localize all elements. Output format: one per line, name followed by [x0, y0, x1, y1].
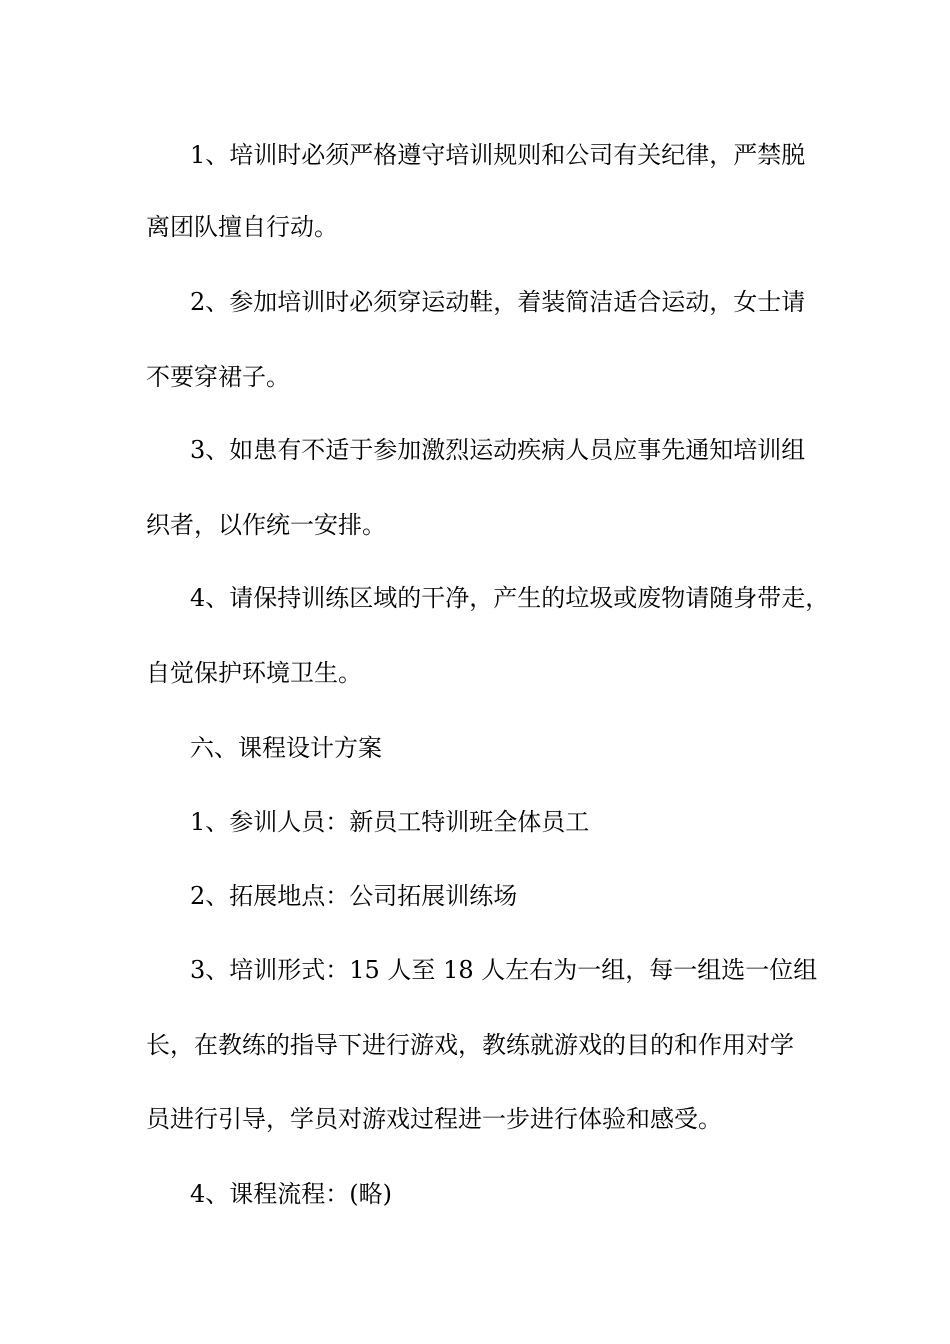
paragraph-3-line-2: 织者，以作统一安排。	[146, 511, 386, 539]
section-heading: 六、课程设计方案	[190, 734, 382, 762]
item-location: 2、拓展地点：公司拓展训练场	[190, 882, 518, 910]
item-format-line-3: 员进行引导，学员对游戏过程进一步进行体验和感受。	[146, 1105, 722, 1133]
item-course-flow: 4、课程流程：(略)	[190, 1180, 392, 1208]
paragraph-4-line-2: 自觉保护环境卫生。	[146, 659, 362, 687]
paragraph-3-line-1: 3、如患有不适于参加激烈运动疾病人员应事先通知培训组	[190, 436, 806, 464]
paragraph-1-line-1: 1、培训时必须严格遵守培训规则和公司有关纪律，严禁脱	[190, 141, 806, 169]
paragraph-2-line-2: 不要穿裙子。	[146, 363, 290, 391]
paragraph-1-line-2: 离团队擅自行动。	[146, 213, 338, 241]
item-format-line-2: 长，在教练的指导下进行游戏，教练就游戏的目的和作用对学	[146, 1031, 794, 1059]
paragraph-4-line-1: 4、请保持训练区域的干净，产生的垃圾或废物请随身带走，	[190, 584, 830, 612]
item-participants: 1、参训人员：新员工特训班全体员工	[190, 808, 590, 836]
item-format-line-1: 3、培训形式：15 人至 18 人左右为一组，每一组选一位组	[190, 956, 818, 984]
paragraph-2-line-1: 2、参加培训时必须穿运动鞋，着装简洁适合运动，女士请	[190, 288, 806, 316]
